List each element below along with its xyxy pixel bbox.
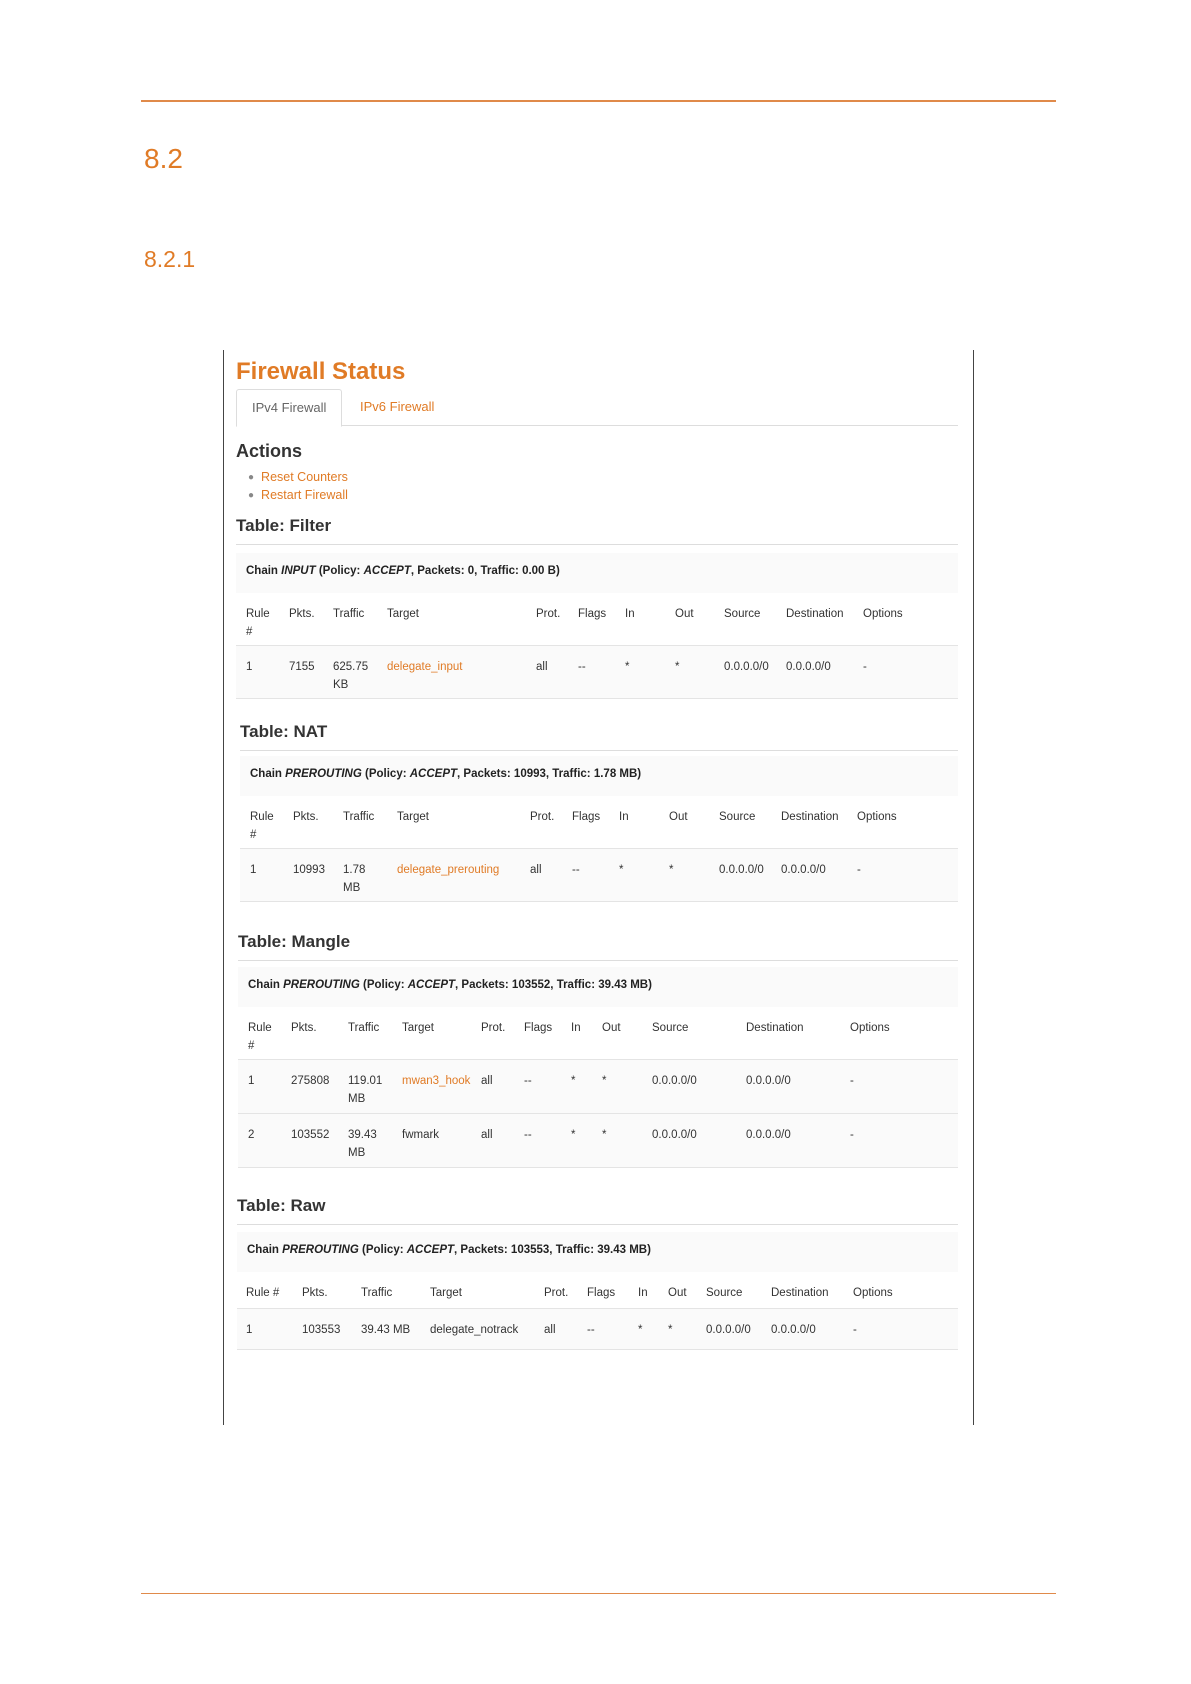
column-header: Options bbox=[863, 608, 903, 620]
chain-name: PREROUTING bbox=[282, 1244, 359, 1256]
chain-name: PREROUTING bbox=[283, 979, 360, 991]
column-header: Prot. bbox=[530, 811, 555, 823]
table-cell: * bbox=[625, 661, 630, 673]
column-header: Traffic bbox=[333, 608, 365, 620]
table-cell[interactable]: delegate_input bbox=[387, 661, 463, 673]
column-header: Pkts. bbox=[293, 811, 319, 823]
table-title: Table: Mangle bbox=[238, 932, 351, 951]
firewall-status-screenshot bbox=[223, 350, 974, 1425]
column-header: Options bbox=[853, 1287, 893, 1299]
column-header: Rule # bbox=[246, 608, 270, 638]
column-header: Target bbox=[387, 608, 419, 620]
table-separator bbox=[238, 960, 958, 961]
table-cell: 1 bbox=[250, 864, 257, 876]
column-header: Source bbox=[706, 1287, 743, 1299]
table-cell: all bbox=[530, 864, 542, 876]
column-header: Destination bbox=[781, 811, 839, 823]
chain-summary bbox=[250, 768, 641, 780]
table-cell: * bbox=[669, 864, 674, 876]
table-cell: 2 bbox=[248, 1129, 255, 1141]
table-cell: 0.0.0.0/0 bbox=[771, 1324, 816, 1336]
chain-policy: ACCEPT bbox=[409, 768, 458, 780]
table-cell[interactable]: mwan3_hook bbox=[402, 1075, 471, 1087]
chain-summary bbox=[246, 565, 560, 577]
column-header: Flags bbox=[572, 811, 601, 823]
table-cell: fwmark bbox=[402, 1129, 440, 1141]
table-cell: 1.78 MB bbox=[343, 864, 366, 894]
table-cell: 0.0.0.0/0 bbox=[652, 1075, 697, 1087]
chain-policy-label: (Policy: bbox=[361, 768, 410, 780]
table-cell: 0.0.0.0/0 bbox=[781, 864, 826, 876]
table-row bbox=[238, 1060, 958, 1114]
column-header: Pkts. bbox=[302, 1287, 328, 1299]
restart-firewall-item bbox=[248, 486, 348, 504]
chain-prefix: Chain bbox=[246, 565, 282, 577]
table-cell: 0.0.0.0/0 bbox=[746, 1129, 791, 1141]
table-cell: 0.0.0.0/0 bbox=[724, 661, 769, 673]
column-header: Rule # bbox=[248, 1022, 272, 1052]
chain-header bbox=[240, 756, 958, 797]
page-title: Firewall Status bbox=[236, 358, 406, 385]
table-cell: 625.75 KB bbox=[333, 661, 369, 691]
column-header: Flags bbox=[524, 1022, 553, 1034]
table-cell: 103552 bbox=[291, 1129, 330, 1141]
restart-firewall-link[interactable]: Restart Firewall bbox=[261, 488, 348, 502]
column-header: Source bbox=[724, 608, 761, 620]
column-header: Rule # bbox=[246, 1287, 280, 1299]
table-cell: 0.0.0.0/0 bbox=[652, 1129, 697, 1141]
chain-header bbox=[238, 967, 958, 1008]
column-header: In bbox=[619, 811, 629, 823]
table-cell: * bbox=[619, 864, 624, 876]
table-cell: 10993 bbox=[293, 864, 325, 876]
table-header-row bbox=[237, 1272, 958, 1309]
table-cell: -- bbox=[578, 661, 586, 673]
chain-prefix: Chain bbox=[248, 979, 284, 991]
table-cell: 1 bbox=[248, 1075, 255, 1087]
tab-ipv4-firewall[interactable]: IPv4 Firewall bbox=[236, 389, 342, 427]
table-cell: 0.0.0.0/0 bbox=[706, 1324, 751, 1336]
subsection-number: 8.2.1 bbox=[144, 246, 196, 272]
table-row bbox=[237, 1309, 958, 1350]
table-cell: 1 bbox=[246, 661, 253, 673]
chain-header bbox=[236, 553, 958, 594]
table-cell: -- bbox=[524, 1129, 532, 1141]
column-header: Out bbox=[675, 608, 694, 620]
column-header: Flags bbox=[587, 1287, 616, 1299]
chain-stats: , Packets: 103553, Traffic: 39.43 MB) bbox=[454, 1244, 651, 1256]
table-cell: * bbox=[638, 1324, 643, 1336]
column-header: Target bbox=[402, 1022, 434, 1034]
column-header: Destination bbox=[786, 608, 844, 620]
column-header: Options bbox=[857, 811, 897, 823]
chain-policy-label: (Policy: bbox=[359, 979, 408, 991]
table-cell: - bbox=[850, 1129, 854, 1141]
section-number: 8.2 bbox=[144, 143, 183, 174]
table-cell: all bbox=[481, 1075, 493, 1087]
table-cell: * bbox=[571, 1075, 576, 1087]
chain-stats: , Packets: 0, Traffic: 0.00 B) bbox=[410, 565, 560, 577]
bullet-icon: ● bbox=[248, 490, 255, 501]
table-title: Table: NAT bbox=[240, 722, 328, 741]
column-header: Prot. bbox=[544, 1287, 569, 1299]
table-cell: -- bbox=[572, 864, 580, 876]
table-title: Table: Filter bbox=[236, 516, 332, 535]
column-header: Out bbox=[668, 1287, 687, 1299]
rules-table bbox=[240, 796, 958, 902]
bullet-icon: ● bbox=[248, 472, 255, 483]
rules-table bbox=[238, 1007, 958, 1168]
table-cell: -- bbox=[524, 1075, 532, 1087]
column-header: Traffic bbox=[361, 1287, 393, 1299]
table-cell: * bbox=[675, 661, 680, 673]
column-header: In bbox=[638, 1287, 648, 1299]
chain-stats: , Packets: 10993, Traffic: 1.78 MB) bbox=[457, 768, 642, 780]
column-header: Pkts. bbox=[291, 1022, 317, 1034]
column-header: Pkts. bbox=[289, 608, 315, 620]
table-header-row bbox=[240, 796, 958, 849]
table-header-row bbox=[236, 593, 958, 646]
actions-list bbox=[248, 468, 348, 504]
actions-heading: Actions bbox=[236, 441, 303, 461]
table-row bbox=[240, 849, 958, 902]
table-cell: * bbox=[571, 1129, 576, 1141]
column-header: Out bbox=[602, 1022, 621, 1034]
column-header: In bbox=[571, 1022, 581, 1034]
chain-stats: , Packets: 103552, Traffic: 39.43 MB) bbox=[455, 979, 652, 991]
table-cell: 103553 bbox=[302, 1324, 341, 1336]
chain-name: INPUT bbox=[281, 565, 316, 577]
chain-policy-label: (Policy: bbox=[358, 1244, 407, 1256]
rules-table bbox=[236, 593, 958, 699]
chain-summary bbox=[248, 979, 652, 991]
table-cell: 1 bbox=[246, 1324, 253, 1336]
firewall-tabs bbox=[236, 389, 958, 426]
table-cell: * bbox=[668, 1324, 673, 1336]
column-header: Prot. bbox=[536, 608, 561, 620]
table-cell: 0.0.0.0/0 bbox=[746, 1075, 791, 1087]
page-footer-rule bbox=[141, 1593, 1056, 1594]
table-separator bbox=[236, 544, 958, 545]
table-row bbox=[238, 1114, 958, 1168]
table-title: Table: Raw bbox=[237, 1196, 326, 1215]
column-header: Source bbox=[719, 811, 756, 823]
reset-counters-link[interactable]: Reset Counters bbox=[261, 470, 348, 484]
table-separator bbox=[237, 1224, 958, 1225]
table-cell[interactable]: delegate_prerouting bbox=[397, 864, 500, 876]
column-header: Flags bbox=[578, 608, 607, 620]
rules-table bbox=[237, 1272, 958, 1350]
table-cell: 0.0.0.0/0 bbox=[786, 661, 831, 673]
chain-prefix: Chain bbox=[250, 768, 286, 780]
table-cell: 7155 bbox=[289, 661, 315, 673]
column-header: Out bbox=[669, 811, 688, 823]
table-cell: 39.43 MB bbox=[348, 1129, 377, 1159]
table-cell: * bbox=[602, 1075, 607, 1087]
chain-name: PREROUTING bbox=[285, 768, 362, 780]
column-header: Destination bbox=[771, 1287, 829, 1299]
table-cell: * bbox=[602, 1129, 607, 1141]
table-cell: delegate_notrack bbox=[430, 1324, 519, 1336]
column-header: Source bbox=[652, 1022, 689, 1034]
column-header: Traffic bbox=[343, 811, 375, 823]
chain-policy: ACCEPT bbox=[407, 979, 456, 991]
column-header: Traffic bbox=[348, 1022, 380, 1034]
table-cell: all bbox=[536, 661, 548, 673]
chain-policy-label: (Policy: bbox=[315, 565, 364, 577]
table-cell: all bbox=[481, 1129, 493, 1141]
chain-header bbox=[237, 1232, 958, 1273]
chain-summary bbox=[247, 1244, 651, 1256]
column-header: In bbox=[625, 608, 635, 620]
column-header: Rule # bbox=[250, 811, 274, 841]
reset-counters-item bbox=[248, 468, 348, 486]
table-cell: - bbox=[857, 864, 861, 876]
column-header: Prot. bbox=[481, 1022, 506, 1034]
tab-ipv6-firewall[interactable]: IPv6 Firewall bbox=[360, 399, 435, 414]
chain-policy: ACCEPT bbox=[363, 565, 411, 577]
table-header-row bbox=[238, 1007, 958, 1060]
column-header: Options bbox=[850, 1022, 890, 1034]
table-row bbox=[236, 646, 958, 699]
table-cell: -- bbox=[587, 1324, 595, 1336]
table-separator bbox=[240, 750, 958, 751]
page-header-rule bbox=[141, 100, 1056, 102]
table-cell: 39.43 MB bbox=[361, 1324, 411, 1336]
column-header: Target bbox=[430, 1287, 462, 1299]
table-cell: 0.0.0.0/0 bbox=[719, 864, 764, 876]
table-cell: - bbox=[850, 1075, 854, 1087]
chain-prefix: Chain bbox=[247, 1244, 283, 1256]
table-cell: - bbox=[853, 1324, 857, 1336]
column-header: Target bbox=[397, 811, 429, 823]
table-cell: - bbox=[863, 661, 867, 673]
chain-policy: ACCEPT bbox=[406, 1244, 455, 1256]
table-cell: 275808 bbox=[291, 1075, 330, 1087]
column-header: Destination bbox=[746, 1022, 804, 1034]
table-cell: 119.01 MB bbox=[348, 1075, 383, 1105]
table-cell: all bbox=[544, 1324, 556, 1336]
